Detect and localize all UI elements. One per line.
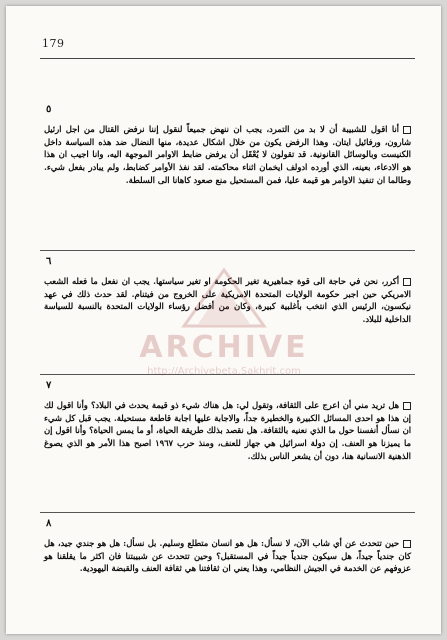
- paragraph-text: حين تتحدث عن أي شاب الآن، لا نسأل: هل هو انسان متطلع وسليم. بل نسأل: هل هو جندي جيد، هل كان جندياً جيداً، هل سيكون جندياً جيداً في المستقبل؟ وحين تتحدث عن شبيبتنا فان اكثر ما يقلقنا هو عزوفهم عن الخدمة في الجيش النظامي، وهذا يعني ان ثقافتنا هي ثقافة العنف والقبضة اليهودية.: [44, 538, 411, 574]
- section-number: ٦: [46, 256, 52, 267]
- header-rule: [40, 58, 415, 59]
- square-bullet-icon: [403, 540, 411, 548]
- section-paragraph: [44, 399, 411, 463]
- section-6: [44, 256, 411, 326]
- square-bullet-icon: [403, 402, 411, 410]
- section-number: ٥: [46, 104, 52, 115]
- section-8: [44, 518, 411, 575]
- section-7: [44, 380, 411, 463]
- watermark-url: http://Archivebeta.Sakhrit.com: [147, 366, 301, 377]
- section-paragraph: [44, 275, 411, 326]
- watermark-brand: ARCHIVE: [139, 330, 309, 365]
- square-bullet-icon: [403, 278, 411, 286]
- section-5: [44, 104, 411, 187]
- document-page: [6, 6, 441, 634]
- paragraph-text: هل تريد مني أن اعرج على الثقافة، وتقول لي: هل هناك شيء ذو قيمة يحدث في البلاد؟ وأنا اقول لك إن هذا هو احدى المسائل الكبيرة والخطيرة جداً، والاجابة عليها اجابة قاطعة مستحيلة. يجب قبل كل شيء ان نسأل أنفسنا حول ما الذي نعنيه بالثقافة. هل نقصد بذلك طريقة الحياة، أو ما يمس الحياة؟ وأنا اقول إن ما يميزنا هو العنف. إن دولة اسرائيل هي جهاز للعنف، ومنذ حرب ١٩٦٧ اصبح هذا الأمر هو الذي يصوغ الذهنية الانسانية هنا، دون أن يشعر الناس بذلك.: [44, 400, 411, 461]
- section-divider: [40, 512, 415, 513]
- page-number: 179: [42, 37, 65, 50]
- section-number: ٧: [46, 380, 52, 391]
- square-bullet-icon: [403, 126, 411, 134]
- paragraph-text: أكرر، نحن في حاجة الى قوة جماهيرية تغير الحكومة او تغير سياستها. يجب ان نفعل ما فعله الشعب الامريكي حين اجبر حكومة الولايات المتحدة الامريكية على الخروج من فيتنام. لقد حدث ذلك في عهد نيكسون، الرئيس الذي انتخب بأغلبية كبيرة، وكان من أفضل رؤساء الولايات المتحدة بالنسبة للسياسة الداخلية للبلاد.: [44, 276, 411, 325]
- section-divider: [40, 374, 415, 375]
- section-number: ٨: [46, 518, 52, 529]
- section-paragraph: [44, 537, 411, 575]
- section-divider: [40, 250, 415, 251]
- section-paragraph: [44, 123, 411, 187]
- paragraph-text: أنا اقول للشبيبة أن لا بد من التمرد، يجب ان ننهض جميعاً لنقول إننا نرفض القتال من اجل ارئيل شارون، ورفائيل ايتان. وهذا الرفض يكون من خلال اشكال عديدة، منها النضال ضد هذه السياسة داخل الكنيست وبالوسائل القانونية. قد تقولون لا يُعْقَل أن يرفض ضابط الاوامر الموجهة اليه، وانا اجيب ان هذا هو الادعاء، بعينه، الذي أورده ادولف ايخمان اثناء محاكمته. لقد نفذ الأوامر كضابط، ولم يبادر بفعل شيء. وطالما ان تنفيذ الاوامر هو قيمة عليا، فمن المستحيل منع صعود كاهانا الى السلطة.: [44, 124, 411, 185]
